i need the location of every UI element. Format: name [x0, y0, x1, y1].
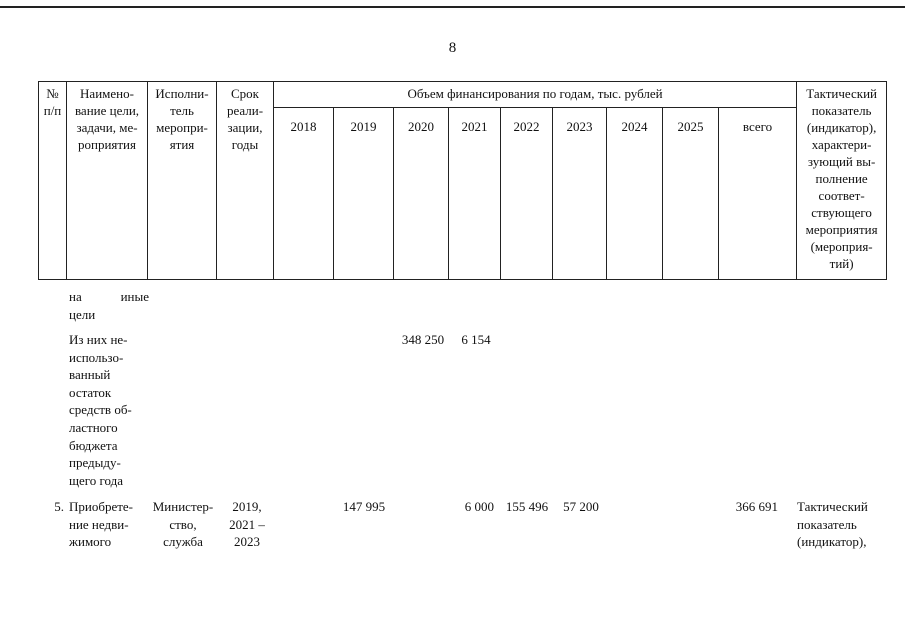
- col-header-funding: Объем финансирования по годам, тыс. рублей: [274, 82, 797, 108]
- row5-total: 366 691: [735, 499, 778, 514]
- col-header-year: 2022: [501, 108, 553, 280]
- row5-2022: 155 496: [505, 499, 549, 514]
- row5-term: 2019, 2021 – 2023: [229, 499, 265, 550]
- col-header-year: 2021: [449, 108, 501, 280]
- cell-text: цели: [69, 307, 96, 322]
- row5-2021: 6 000: [464, 499, 494, 514]
- sub-row-2020: 348 250: [401, 332, 445, 347]
- page-number: 8: [448, 40, 457, 56]
- col-header-year: 2023: [553, 108, 607, 280]
- funding-table-header: [38, 81, 887, 280]
- col-header-total: всего: [719, 108, 797, 280]
- top-rule: [0, 6, 905, 8]
- col-header-executor: Исполни- тель меропри- ятия: [148, 82, 217, 280]
- row5-name: Приобрете- ние недви- жимого: [69, 499, 134, 550]
- col-header-year: 2019: [334, 108, 394, 280]
- col-header-year: 2018: [274, 108, 334, 280]
- row5-2019: 147 995: [342, 499, 386, 514]
- col-header-year: 2020: [394, 108, 449, 280]
- sub-row-name: Из них не- использо- ванный остаток средств об- ластного бюджета предыду- щего года: [69, 332, 132, 488]
- col-header-indicator: Тактический показатель (индикатор), характери- зующий вы- полнение соответ- ствующего мероприятия (мероприя- тий): [797, 82, 887, 280]
- col-header-term: Срок реали- зации, годы: [217, 82, 274, 280]
- row5-executor: Министер- ство, служба: [152, 499, 214, 550]
- cell-text: иные: [120, 289, 149, 304]
- table-row-continuation: [69, 288, 149, 306]
- row5-indicator: Тактический показатель (индикатор),: [797, 499, 868, 550]
- col-header-year: 2024: [607, 108, 663, 280]
- cell-text: на: [69, 289, 82, 304]
- col-header-number: № п/п: [39, 82, 67, 280]
- sub-row-2021: 6 154: [461, 332, 491, 347]
- col-header-name: Наимено- вание цели, задачи, ме- роприятия: [67, 82, 148, 280]
- row5-2023: 57 200: [563, 499, 599, 514]
- row5-number: 5.: [54, 499, 64, 514]
- col-header-year: 2025: [663, 108, 719, 280]
